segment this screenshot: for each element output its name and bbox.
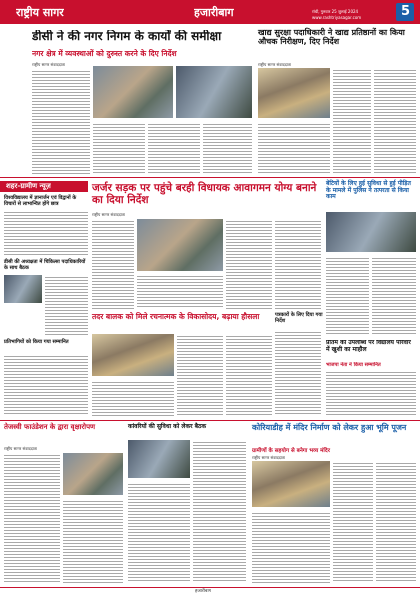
news-section-label: शहर-ग्रामीण न्यूज़ [6, 182, 51, 190]
bottom-right-headline: कोरियाडीह में मंदिर निर्माण को लेकर हुआ भूमि पूजन [252, 423, 407, 432]
top-right-byline: राष्ट्रीय सागर संवाददाता [258, 62, 292, 67]
center-bottom-headline: कांवरियों की सुविधा को लेकर बैठक [128, 423, 207, 430]
top-right-headline: खाद्य सुरक्षा पदाधिकारी ने खाद्य प्रतिष्ठानों का किया औचक निरीक्षण, दिए निर्देश [258, 28, 405, 46]
news-item-2-title: डीसी की अध्यक्षता में चिकित्सा पदाधिकारियों के साथ बैठक [4, 259, 86, 271]
band-subhead: भाजपा नेता ने किया सम्मानित [326, 362, 381, 368]
left-lower-body-col2 [63, 499, 123, 583]
news-item-2-photo [4, 275, 42, 303]
center-lower-body-col2 [226, 334, 272, 416]
center-bottom-body-col2 [128, 482, 190, 583]
bottom-right-body-col3 [376, 461, 416, 583]
center-byline: राष्ट्रीय सागर संवाददाता [92, 212, 126, 217]
top-left-body-col1 [32, 69, 90, 174]
band-headline: प्रीतम की उपलब्धि पर विद्यालय परिवार में खुशी का माहौल [326, 340, 411, 353]
top-left-subhead: नगर क्षेत्र में व्यवस्थाओं को दुरुस्त करने के दिए निर्देश [32, 49, 177, 58]
center-lower-body-col1 [177, 334, 223, 416]
bottom-right-subhead: ग्रामीणों के सहयोग से बनेगा भव्य मंदिर [252, 448, 330, 454]
center-photo-1 [137, 219, 223, 271]
left-lower-photo [63, 453, 123, 495]
center-lower-headline: तदर बालक को मिले रचनात्मक के विकासोदय, बढ़ाया हौसला [92, 312, 260, 321]
right-notice-body [275, 330, 321, 416]
bottom-right-body-col2 [333, 461, 373, 583]
bottom-right-byline: राष्ट्रीय सागर संवाददाता [252, 455, 286, 460]
right-mid-headline: बेटियों के लिए हुई सुविधा से हुई पीड़ित के मामले में पुलिस ने तत्परता से किया काम [326, 180, 411, 201]
divider-mid [0, 420, 420, 421]
top-left-body-col4 [203, 122, 252, 174]
right-mid-photo [326, 212, 416, 252]
right-mid-body-col2 [372, 256, 416, 336]
site-url: www.rashtriyasagar.com [312, 15, 362, 20]
bottom-right-photo [252, 461, 330, 507]
center-body-col1 [92, 219, 134, 309]
news-item-3-title: प्रतिभागियों को किया गया सम्मानित [4, 339, 69, 345]
divider-top [0, 177, 420, 178]
top-right-body-col2 [374, 68, 416, 174]
left-lower-headline: तेजस्वी फाउंडेशन के द्वारा वृक्षारोपण [4, 423, 96, 431]
top-right-photo-1 [258, 68, 330, 118]
top-left-body-col3 [148, 122, 200, 174]
top-left-photo-1 [93, 66, 173, 118]
top-right-body-col1 [333, 68, 371, 174]
news-item-1-body [4, 210, 88, 256]
top-left-photo-2 [176, 66, 252, 118]
center-lower-body-col3 [92, 380, 174, 416]
paper-name: राष्ट्रीय सागर [16, 6, 64, 19]
left-lower-byline: राष्ट्रीय सागर संवाददाता [4, 446, 38, 451]
page-number: 5 [401, 4, 411, 19]
left-lower-body-col1 [4, 453, 60, 583]
news-item-2-body [45, 275, 88, 335]
center-bottom-body-col1 [193, 440, 246, 583]
top-left-headline: डीसी ने की नगर निगम के कार्यों की समीक्षा [32, 30, 222, 43]
top-right-body-col3 [258, 122, 330, 174]
edition-date: रांची, गुरुवार 25 जुलाई 2024 [312, 9, 359, 14]
top-left-body-col2 [93, 122, 145, 174]
band-body [326, 370, 416, 416]
center-body-col3 [226, 219, 272, 309]
center-body-col2 [137, 274, 223, 309]
bottom-right-body-col1 [252, 511, 330, 583]
center-bottom-photo [128, 440, 190, 478]
center-lower-photo [92, 334, 174, 376]
center-headline: जर्जर सड़क पर पहुंचे बरही विधायक आवागमन योग्य बनाने का दिया निर्देश [92, 182, 317, 206]
footer-page-label: हजारीबाग [195, 589, 212, 594]
center-body-col4 [275, 219, 321, 309]
right-mid-body-col1 [326, 256, 369, 336]
top-left-byline: राष्ट्रीय सागर संवाददाता [32, 62, 66, 67]
city-name: हजारीबाग [194, 6, 234, 19]
news-item-1-title: विश्वविद्यालय में ज्ञानार्जन एवं विद्वानों के विचारों से लाभान्वित होंगे छात्र [4, 195, 77, 207]
right-notice-headline: पत्रकारों के लिए दिया गया निर्देश [275, 312, 323, 324]
news-item-3-body [4, 354, 88, 416]
